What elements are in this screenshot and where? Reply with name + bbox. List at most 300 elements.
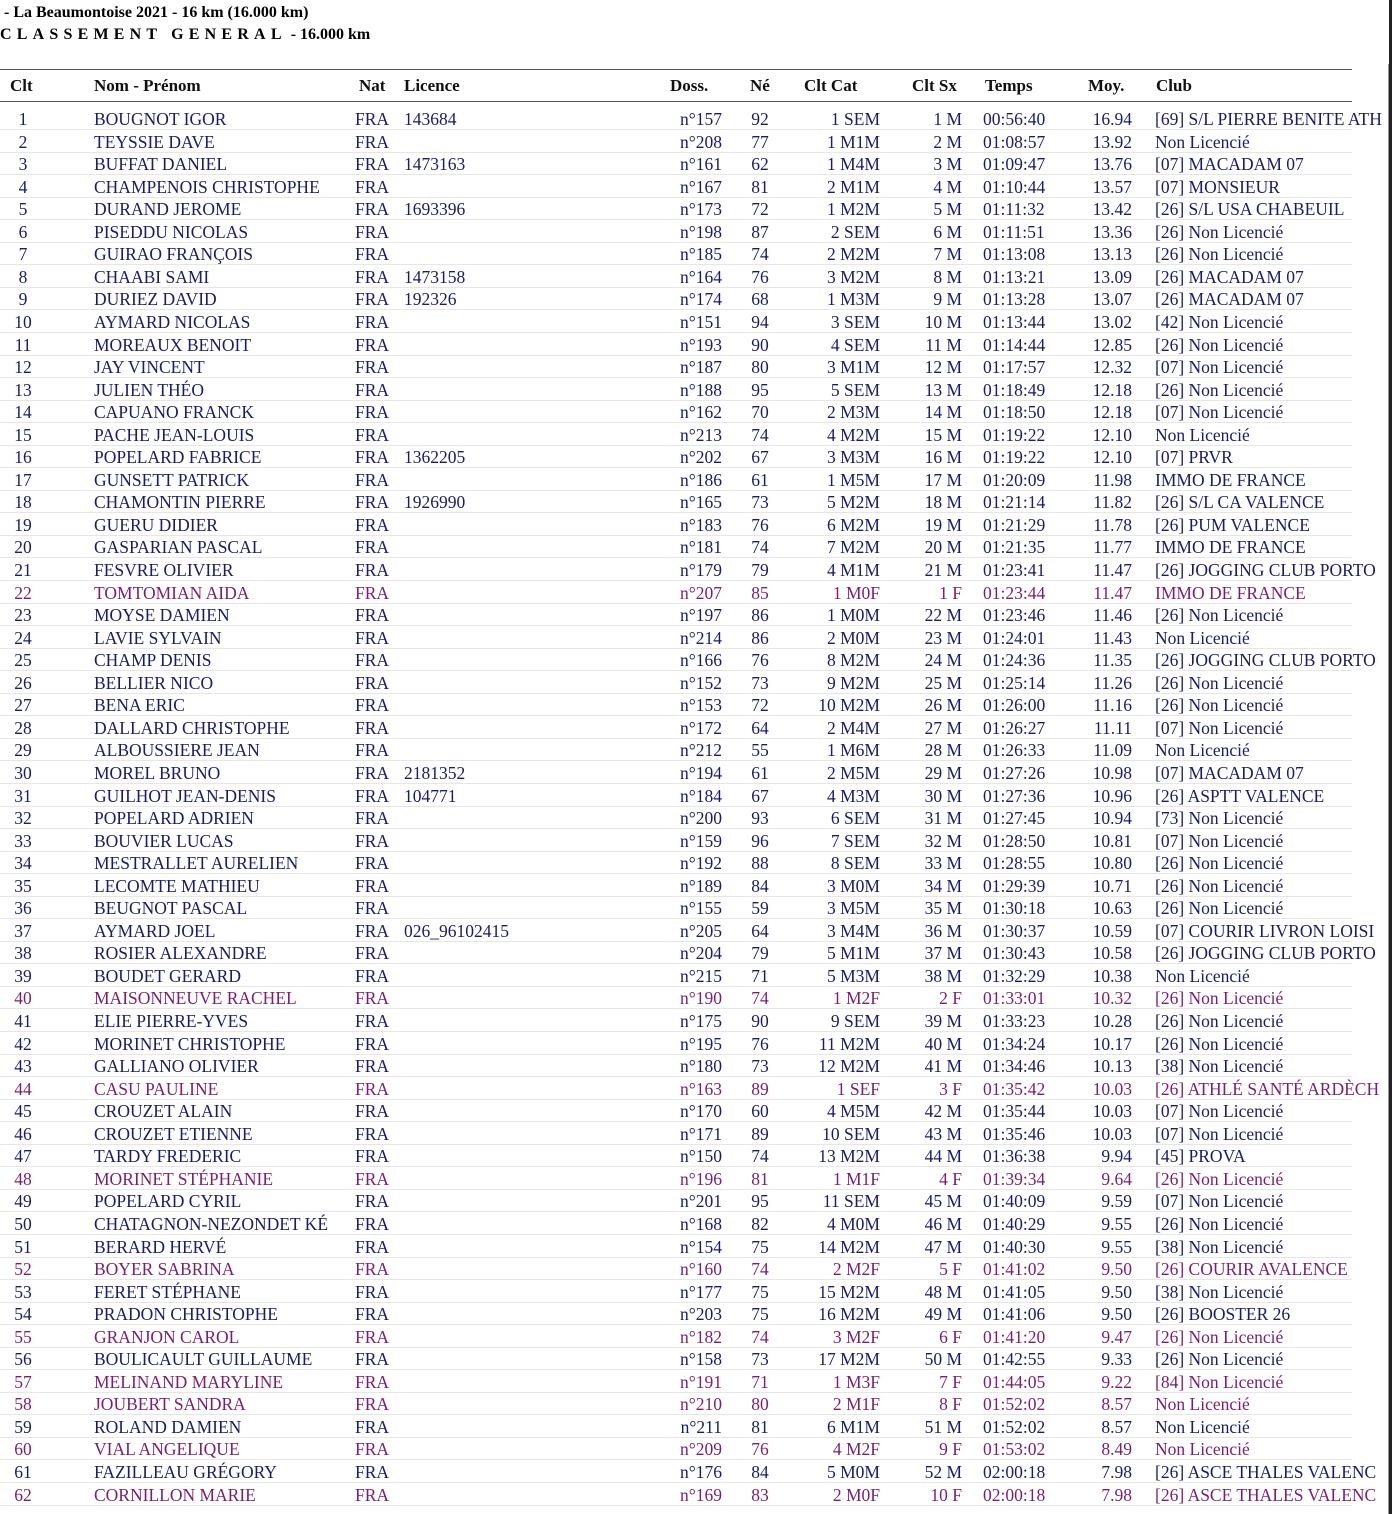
nat-cell: FRA [355, 1056, 390, 1077]
category-rank-cell: 15 M2M [818, 1281, 880, 1302]
table-row[interactable] [0, 1371, 1392, 1393]
sex-rank-cell: 42 M [924, 1101, 962, 1122]
rank-cell: 39 [14, 965, 32, 986]
col-temps[interactable]: Temps [985, 76, 1033, 95]
table-row[interactable] [0, 875, 1392, 897]
rank-cell: 6 [18, 221, 28, 242]
table-row[interactable] [0, 807, 1392, 829]
name-cell: JAY VINCENT [94, 357, 205, 378]
table-row[interactable] [0, 288, 1392, 310]
licence-cell [404, 807, 664, 829]
rank-cell: 34 [14, 853, 32, 874]
category-rank-cell: 3 M2M [827, 266, 880, 287]
ranking-title [0, 26, 370, 44]
club-cell: [26] S/L USA CHABEUIL [1155, 199, 1345, 220]
table-row[interactable] [0, 942, 1392, 964]
bib-cell: n°192 [680, 853, 722, 874]
speed-cell: 9.59 [1101, 1191, 1132, 1212]
bib-cell: n°179 [680, 560, 722, 580]
speed-cell: 11.16 [1093, 695, 1132, 716]
table-row[interactable] [0, 920, 1392, 942]
table-row[interactable] [0, 1168, 1392, 1190]
bib-cell: n°208 [680, 131, 722, 152]
licence-cell [404, 875, 664, 897]
table-row[interactable] [0, 356, 1392, 378]
licence-cell [404, 717, 664, 739]
sex-rank-cell: 27 M [924, 717, 962, 738]
table-row[interactable] [0, 1393, 1392, 1415]
birth-year-cell: 68 [751, 289, 769, 310]
category-rank-cell: 7 SEM [830, 830, 880, 851]
sex-rank-cell: 18 M [924, 492, 962, 513]
name-cell: POPELARD ADRIEN [94, 808, 254, 829]
name-cell: CHAABI SAMI [94, 266, 210, 287]
licence-cell [404, 649, 664, 671]
nat-cell: FRA [355, 1439, 390, 1460]
club-cell: [26] ATHLÉ SANTÉ ARDÈCH [1155, 1078, 1380, 1099]
nat-cell: FRA [355, 514, 390, 535]
birth-year-cell: 75 [751, 1304, 769, 1325]
table-row[interactable] [0, 1100, 1392, 1122]
bib-cell: n°200 [680, 808, 722, 829]
table-row[interactable] [0, 627, 1392, 649]
speed-cell: 9.64 [1101, 1168, 1132, 1189]
category-rank-cell: 2 M0F [832, 1484, 880, 1505]
sex-rank-cell: 4 F [939, 1168, 962, 1189]
time-cell: 01:39:34 [983, 1168, 1046, 1189]
speed-cell: 13.07 [1092, 289, 1132, 310]
time-cell: 01:11:51 [983, 221, 1045, 242]
club-cell: [26] Non Licencié [1155, 1349, 1284, 1370]
licence-cell [404, 1438, 664, 1460]
table-row[interactable] [0, 536, 1392, 558]
category-rank-cell: 2 M1M [827, 176, 880, 197]
table-row[interactable] [0, 266, 1392, 288]
time-cell: 01:23:46 [983, 605, 1046, 626]
speed-cell: 8.57 [1101, 1416, 1132, 1437]
table-row[interactable] [0, 604, 1392, 626]
nat-cell: FRA [355, 627, 390, 648]
rank-cell: 14 [14, 402, 32, 423]
table-row[interactable] [0, 1348, 1392, 1370]
sex-rank-cell: 50 M [924, 1349, 962, 1370]
table-row[interactable] [0, 243, 1392, 265]
rank-cell: 27 [14, 695, 32, 716]
speed-cell: 10.59 [1092, 920, 1132, 941]
rank-cell: 11 [14, 334, 32, 355]
birth-year-cell: 74 [751, 1326, 769, 1347]
table-row[interactable] [0, 1416, 1392, 1438]
time-cell: 01:35:42 [983, 1078, 1046, 1099]
birth-year-cell: 72 [751, 695, 769, 716]
rank-cell: 56 [14, 1349, 32, 1370]
birth-year-cell: 73 [751, 672, 769, 693]
nat-cell: FRA [355, 1033, 390, 1054]
speed-cell: 8.49 [1101, 1439, 1132, 1460]
time-cell: 01:40:29 [983, 1213, 1046, 1234]
nat-cell: FRA [355, 266, 390, 287]
club-cell: [26] ASCE THALES VALENC [1155, 1462, 1377, 1482]
table-row[interactable] [0, 153, 1392, 175]
club-cell: Non Licencié [1155, 740, 1250, 761]
table-row[interactable] [0, 1145, 1392, 1167]
table-row[interactable] [0, 334, 1392, 356]
table-row[interactable] [0, 1213, 1392, 1235]
club-cell: [07] Non Licencié [1155, 717, 1284, 738]
licence-cell [404, 627, 664, 649]
category-rank-cell: 12 M2M [818, 1056, 880, 1077]
nat-cell: FRA [355, 943, 390, 964]
col-doss[interactable]: Doss. [670, 76, 709, 95]
name-cell: AYMARD JOEL [94, 920, 216, 941]
speed-cell: 11.26 [1093, 672, 1132, 693]
bib-cell: n°209 [680, 1439, 722, 1460]
table-row[interactable] [0, 379, 1392, 401]
birth-year-cell: 73 [751, 1349, 769, 1370]
category-rank-cell: 1 SEM [830, 109, 880, 129]
rank-cell: 16 [14, 447, 32, 468]
sex-rank-cell: 11 M [925, 334, 962, 355]
table-row[interactable] [0, 176, 1392, 198]
time-cell: 01:44:05 [983, 1371, 1046, 1392]
rank-cell: 37 [14, 920, 32, 941]
time-cell: 01:40:30 [983, 1236, 1046, 1257]
time-cell: 01:19:22 [983, 424, 1046, 445]
table-row[interactable] [0, 311, 1392, 333]
birth-year-cell: 79 [751, 943, 769, 964]
col-club[interactable]: Club [1156, 76, 1192, 95]
nat-cell: FRA [355, 988, 390, 1009]
name-cell: POPELARD FABRICE [94, 447, 262, 468]
birth-year-cell: 61 [751, 469, 769, 490]
club-cell: [07] Non Licencié [1155, 1191, 1284, 1212]
licence-cell: 2181352 [404, 762, 466, 783]
bib-cell: n°165 [680, 492, 722, 513]
rank-cell: 9 [18, 289, 28, 310]
licence-cell [404, 334, 664, 356]
sex-rank-cell: 14 M [924, 402, 962, 423]
time-cell: 01:24:01 [983, 627, 1046, 648]
table-row[interactable] [0, 424, 1392, 446]
name-cell: MOYSE DAMIEN [94, 605, 230, 626]
rank-cell: 41 [14, 1011, 32, 1031]
table-row[interactable] [0, 514, 1392, 536]
table-row[interactable] [0, 762, 1392, 784]
time-cell: 00:56:40 [983, 109, 1046, 129]
licence-cell [404, 1145, 664, 1167]
col-clt-cat[interactable]: Clt Cat [804, 76, 858, 95]
bib-cell: n°187 [680, 357, 722, 378]
birth-year-cell: 83 [751, 1484, 769, 1505]
sex-rank-cell: 15 M [924, 424, 962, 445]
licence-cell [404, 987, 664, 1009]
sex-rank-cell: 25 M [924, 672, 962, 693]
club-cell: [26] Non Licencié [1155, 1033, 1284, 1054]
category-rank-cell: 1 SEF [836, 1078, 880, 1099]
table-row[interactable] [0, 221, 1392, 243]
bib-cell: n°202 [680, 447, 722, 468]
table-row[interactable] [0, 401, 1392, 423]
speed-cell: 11.82 [1093, 492, 1132, 513]
licence-cell [404, 582, 664, 604]
licence-cell [404, 311, 664, 333]
time-cell: 01:18:50 [983, 402, 1046, 423]
bib-cell: n°176 [680, 1462, 722, 1482]
category-rank-cell: 3 M3M [827, 447, 880, 468]
col-nom[interactable]: Nom - Prénom [94, 76, 201, 95]
table-row[interactable] [0, 785, 1392, 807]
bib-cell: n°152 [680, 672, 722, 693]
club-cell: [07] MACADAM 07 [1155, 762, 1304, 783]
table-row[interactable] [0, 1190, 1392, 1212]
speed-cell: 9.55 [1101, 1213, 1132, 1234]
table-row[interactable] [0, 1236, 1392, 1258]
rank-cell: 47 [14, 1146, 32, 1167]
sex-rank-cell: 1 F [939, 582, 962, 603]
category-rank-cell: 1 M2F [832, 988, 880, 1009]
club-cell: [38] Non Licencié [1155, 1236, 1284, 1257]
birth-year-cell: 94 [751, 311, 769, 332]
sex-rank-cell: 35 M [924, 898, 962, 919]
nat-cell: FRA [355, 154, 390, 175]
nat-cell: FRA [355, 176, 390, 197]
bib-cell: n°193 [680, 334, 722, 355]
licence-cell [404, 1303, 664, 1325]
birth-year-cell: 87 [751, 221, 769, 242]
rank-cell: 19 [14, 514, 32, 535]
sex-rank-cell: 46 M [924, 1213, 962, 1234]
category-rank-cell: 9 SEM [830, 1011, 880, 1031]
table-row[interactable] [0, 491, 1392, 513]
bib-cell: n°174 [680, 289, 722, 310]
birth-year-cell: 73 [751, 492, 769, 513]
rank-cell: 53 [14, 1281, 32, 1302]
table-row[interactable] [0, 739, 1392, 761]
name-cell: BUFFAT DANIEL [94, 154, 228, 175]
speed-cell: 11.46 [1093, 605, 1132, 626]
ranking-distance: - 16.000 km [286, 26, 371, 43]
bib-cell: n°171 [680, 1123, 722, 1144]
nat-cell: FRA [355, 447, 390, 468]
speed-cell: 11.98 [1093, 469, 1132, 490]
name-cell: GRANJON CAROL [94, 1326, 240, 1347]
speed-cell: 10.17 [1092, 1033, 1132, 1054]
club-cell: [26] Non Licencié [1155, 988, 1284, 1009]
sex-rank-cell: 21 M [924, 560, 962, 580]
table-row[interactable] [0, 694, 1392, 716]
sex-rank-cell: 52 M [924, 1462, 962, 1482]
sex-rank-cell: 23 M [924, 627, 962, 648]
category-rank-cell: 10 M2M [818, 695, 880, 716]
table-row[interactable] [0, 559, 1392, 581]
table-row[interactable] [0, 830, 1392, 852]
rank-cell: 13 [14, 379, 32, 400]
name-cell: ELIE PIERRE-YVES [94, 1011, 249, 1031]
bib-cell: n°211 [680, 1416, 722, 1437]
table-row[interactable] [0, 897, 1392, 919]
birth-year-cell: 77 [751, 131, 769, 152]
name-cell: GUILHOT JEAN-DENIS [94, 785, 276, 806]
nat-cell: FRA [355, 650, 390, 671]
licence-cell [404, 559, 664, 581]
col-ne[interactable]: Né [750, 76, 770, 95]
birth-year-cell: 74 [751, 424, 769, 445]
time-cell: 02:00:18 [983, 1462, 1046, 1482]
table-row[interactable] [0, 198, 1392, 220]
category-rank-cell: 5 M3M [827, 965, 880, 986]
col-clt[interactable]: Clt [10, 76, 33, 95]
table-row[interactable] [0, 1326, 1392, 1348]
sex-rank-cell: 24 M [924, 650, 962, 671]
table-row[interactable] [0, 1055, 1392, 1077]
table-row[interactable] [0, 1461, 1392, 1483]
nat-cell: FRA [355, 808, 390, 829]
nat-cell: FRA [355, 402, 390, 423]
name-cell: CHAMONTIN PIERRE [94, 492, 266, 513]
table-row[interactable] [0, 108, 1392, 130]
sex-rank-cell: 7 M [933, 244, 962, 265]
table-row[interactable] [0, 1438, 1392, 1460]
licence-cell [404, 221, 664, 243]
licence-cell [404, 1393, 664, 1415]
time-cell: 01:21:29 [983, 514, 1046, 535]
bib-cell: n°201 [680, 1191, 722, 1212]
name-cell: FERET STÉPHANE [94, 1281, 241, 1302]
licence-cell [404, 1100, 664, 1122]
name-cell: TOMTOMIAN AIDA [94, 582, 250, 603]
table-row[interactable] [0, 446, 1392, 468]
sex-rank-cell: 7 F [939, 1371, 962, 1392]
category-rank-cell: 9 M2M [827, 672, 880, 693]
table-row[interactable] [0, 1303, 1392, 1325]
table-row[interactable] [0, 1010, 1392, 1032]
club-cell: [26] ASCE THALES VALENC [1155, 1484, 1377, 1505]
club-cell: [26] Non Licencié [1155, 605, 1284, 626]
birth-year-cell: 79 [751, 560, 769, 580]
rank-cell: 2 [18, 131, 28, 152]
table-row[interactable] [0, 672, 1392, 694]
bib-cell: n°210 [680, 1394, 722, 1415]
rank-cell: 25 [14, 650, 32, 671]
rank-cell: 44 [14, 1078, 32, 1099]
club-cell: [38] Non Licencié [1155, 1281, 1284, 1302]
speed-cell: 7.98 [1101, 1462, 1132, 1482]
table-row[interactable] [0, 469, 1392, 491]
table-row[interactable] [0, 987, 1392, 1009]
rank-cell: 3 [18, 154, 28, 175]
sex-rank-cell: 38 M [924, 965, 962, 986]
time-cell: 01:23:44 [983, 582, 1046, 603]
nat-cell: FRA [355, 605, 390, 626]
rank-cell: 10 [14, 311, 32, 332]
category-rank-cell: 4 M1M [827, 560, 880, 580]
table-row[interactable] [0, 649, 1392, 671]
nat-cell: FRA [355, 311, 390, 332]
speed-cell: 11.77 [1093, 537, 1132, 558]
nat-cell: FRA [355, 492, 390, 513]
table-row[interactable] [0, 1281, 1392, 1303]
col-moy[interactable]: Moy. [1088, 76, 1125, 95]
table-row[interactable] [0, 1123, 1392, 1145]
time-cell: 01:41:02 [983, 1259, 1046, 1280]
rank-cell: 61 [14, 1462, 32, 1482]
category-rank-cell: 3 M1M [827, 357, 880, 378]
table-row[interactable] [0, 1033, 1392, 1055]
header-rule [0, 101, 1352, 102]
table-row[interactable] [0, 1484, 1392, 1506]
nat-cell: FRA [355, 537, 390, 558]
licence-cell [404, 830, 664, 852]
event-title: - La Beaumontoise 2021 - 16 km (16.000 km) [4, 4, 309, 21]
speed-cell: 13.13 [1092, 244, 1132, 265]
nat-cell: FRA [355, 762, 390, 783]
birth-year-cell: 75 [751, 1281, 769, 1302]
bib-cell: n°182 [680, 1326, 722, 1347]
time-cell: 01:28:50 [983, 830, 1046, 851]
category-rank-cell: 3 M4M [827, 920, 880, 941]
speed-cell: 11.09 [1093, 740, 1132, 761]
nat-cell: FRA [355, 785, 390, 806]
club-cell: [26] Non Licencié [1155, 898, 1284, 919]
col-licence[interactable]: Licence [404, 76, 460, 95]
rank-cell: 30 [14, 762, 32, 783]
club-cell: Non Licencié [1155, 965, 1250, 986]
club-cell: [38] Non Licencié [1155, 1056, 1284, 1077]
sex-rank-cell: 31 M [924, 808, 962, 829]
name-cell: ROSIER ALEXANDRE [94, 943, 267, 964]
category-rank-cell: 3 M5M [827, 898, 880, 919]
table-row[interactable] [0, 852, 1392, 874]
category-rank-cell: 2 M3M [827, 402, 880, 423]
name-cell: MORINET STÉPHANIE [94, 1168, 274, 1189]
table-row[interactable] [0, 582, 1392, 604]
nat-cell: FRA [355, 1146, 390, 1167]
name-cell: BENA ERIC [94, 695, 185, 716]
nat-cell: FRA [355, 830, 390, 851]
speed-cell: 16.94 [1092, 109, 1132, 129]
name-cell: GALLIANO OLIVIER [94, 1056, 259, 1077]
name-cell: CROUZET ETIENNE [94, 1123, 253, 1144]
club-cell: [26] Non Licencié [1155, 244, 1284, 265]
col-nat[interactable]: Nat [359, 76, 386, 95]
licence-cell [404, 852, 664, 874]
col-clt-sx[interactable]: Clt Sx [912, 76, 957, 95]
birth-year-cell: 80 [751, 1394, 769, 1415]
nat-cell: FRA [355, 379, 390, 400]
rank-cell: 40 [14, 988, 32, 1009]
table-row[interactable] [0, 1258, 1392, 1280]
time-cell: 01:09:47 [983, 154, 1046, 175]
nat-cell: FRA [355, 920, 390, 941]
table-row[interactable] [0, 131, 1392, 153]
club-cell: [26] JOGGING CLUB PORTO [1155, 943, 1376, 964]
table-row[interactable] [0, 965, 1392, 987]
speed-cell: 9.94 [1101, 1146, 1132, 1167]
sex-rank-cell: 6 F [939, 1326, 962, 1347]
bib-cell: n°153 [680, 695, 722, 716]
birth-year-cell: 61 [751, 762, 769, 783]
table-row[interactable] [0, 717, 1392, 739]
name-cell: ALBOUSSIERE JEAN [94, 740, 260, 761]
birth-year-cell: 96 [751, 830, 769, 851]
rank-cell: 42 [14, 1033, 32, 1054]
table-row[interactable] [0, 1078, 1392, 1100]
time-cell: 01:28:55 [983, 853, 1046, 874]
sex-rank-cell: 2 M [933, 131, 962, 152]
sex-rank-cell: 8 F [939, 1394, 962, 1415]
speed-cell: 11.11 [1093, 717, 1132, 738]
sex-rank-cell: 29 M [924, 762, 962, 783]
